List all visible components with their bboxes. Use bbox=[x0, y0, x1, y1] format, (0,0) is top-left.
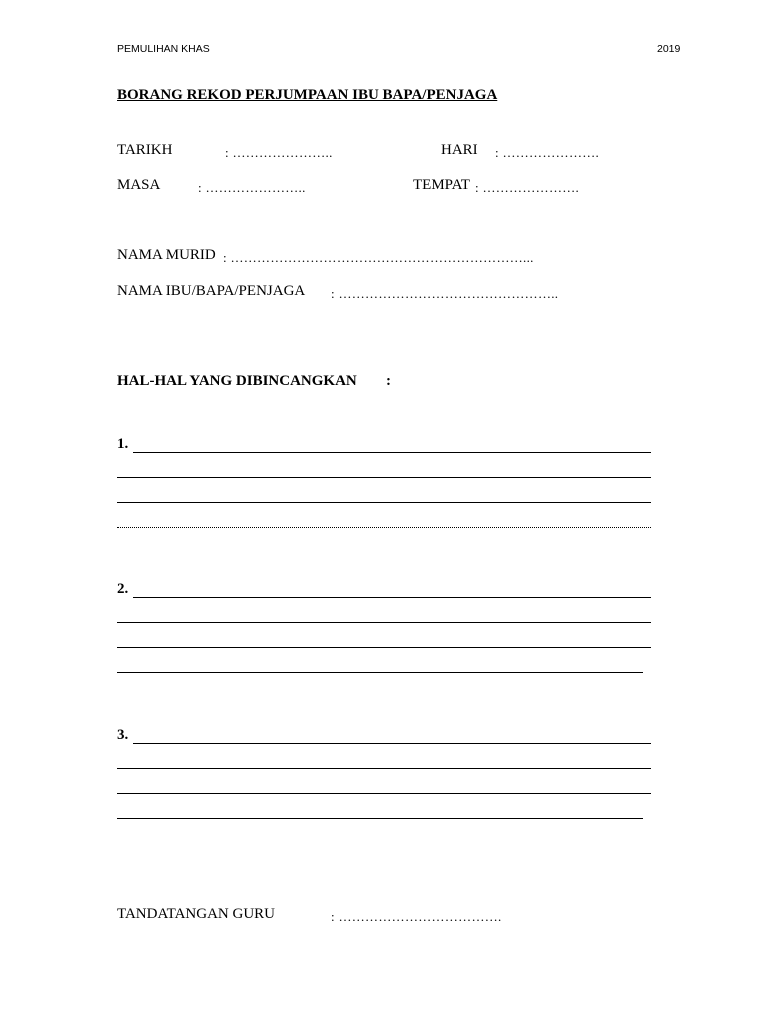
item-3-line-1[interactable] bbox=[133, 743, 651, 744]
tarikh-label: TARIKH bbox=[117, 142, 173, 158]
nama-murid-field[interactable]: : …………………………………………………………... bbox=[223, 250, 534, 265]
item-3-line-3[interactable] bbox=[117, 793, 651, 794]
page-title: BORANG REKOD PERJUMPAAN IBU BAPA/PENJAGA bbox=[117, 87, 498, 103]
item-1-line-2[interactable] bbox=[117, 477, 651, 478]
tempat-label-text: TEMPAT bbox=[413, 177, 470, 193]
item-3-line-4[interactable] bbox=[117, 818, 643, 819]
item-2-line-2[interactable] bbox=[117, 622, 651, 623]
discussion-heading: HAL-HAL YANG DIBINCANGKAN bbox=[117, 373, 357, 389]
item-2-line-4[interactable] bbox=[117, 672, 643, 673]
item-1-line-4[interactable] bbox=[117, 527, 651, 528]
item-2-number: 2. bbox=[117, 581, 129, 597]
tempat-field[interactable]: : …………………. bbox=[475, 180, 580, 195]
tempat-label bbox=[413, 177, 470, 194]
masa-label: MASA bbox=[117, 177, 161, 193]
header-year: 2019 bbox=[657, 43, 681, 55]
nama-ibubapa-field[interactable]: : ………………………………………….. bbox=[331, 286, 559, 301]
discussion-heading-colon: : bbox=[386, 373, 391, 389]
hari-field[interactable]: : …………………. bbox=[495, 145, 600, 160]
masa-field[interactable]: : ………………….. bbox=[198, 180, 306, 195]
item-1-number: 1. bbox=[117, 436, 129, 452]
header-left: PEMULIHAN KHAS bbox=[117, 43, 210, 55]
nama-ibubapa-label: NAMA IBU/BAPA/PENJAGA bbox=[117, 283, 306, 299]
nama-murid-label: NAMA MURID bbox=[117, 247, 216, 263]
signature-field[interactable]: : ………………………………. bbox=[331, 909, 502, 924]
item-2-line-3[interactable] bbox=[117, 647, 651, 648]
item-1-line-1[interactable] bbox=[133, 452, 651, 453]
hari-label: HARI bbox=[441, 142, 478, 158]
item-2-line-1[interactable] bbox=[133, 597, 651, 598]
signature-label: TANDATANGAN GURU bbox=[117, 906, 276, 922]
tarikh-field[interactable]: : ………………….. bbox=[225, 145, 333, 160]
item-1-line-3[interactable] bbox=[117, 502, 651, 503]
item-3-line-2[interactable] bbox=[117, 768, 651, 769]
item-3-number: 3. bbox=[117, 727, 129, 743]
